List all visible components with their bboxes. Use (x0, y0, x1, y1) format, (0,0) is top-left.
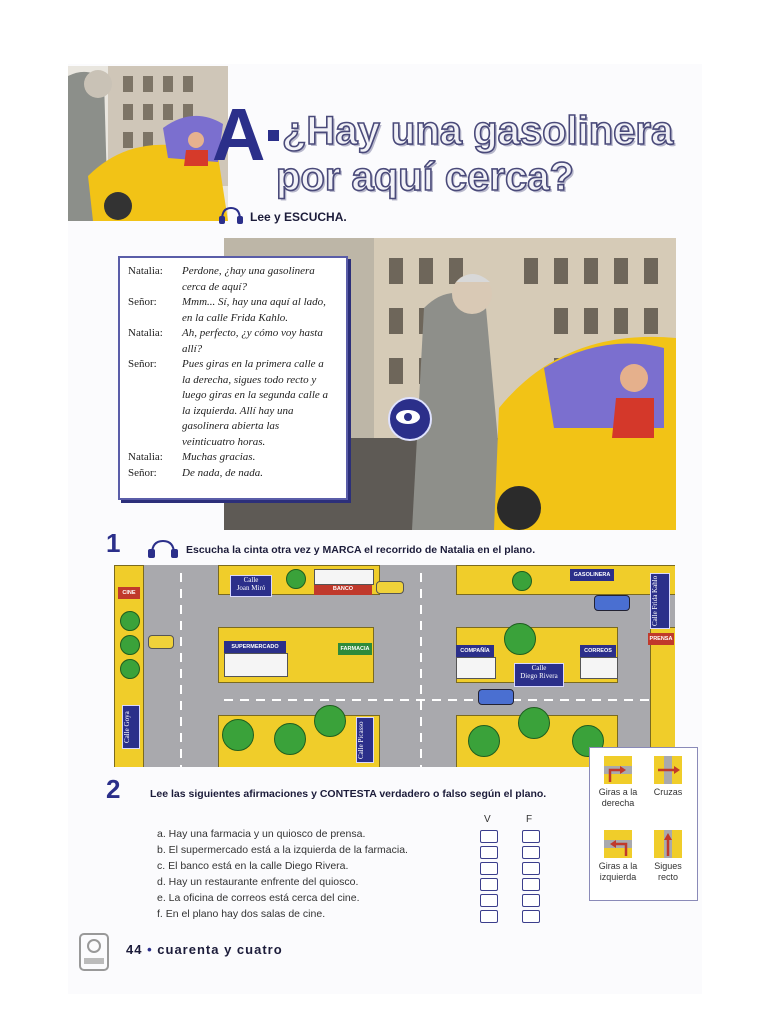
dialogue-speaker (128, 419, 182, 435)
tree (120, 611, 140, 631)
section-letter: A (212, 93, 264, 176)
false-checkbox[interactable] (522, 862, 540, 875)
dialogue-text: la izquierda. Allí hay una (182, 404, 294, 417)
gas-station[interactable]: GASOLINERA (570, 569, 614, 581)
dialogue-line (128, 466, 340, 482)
dialogue-text: Perdone, ¿hay una gasolinera (182, 265, 315, 277)
dialogue-line (128, 404, 340, 420)
legend-cross (644, 756, 692, 798)
car (376, 581, 404, 594)
tree (274, 723, 306, 755)
legend-label-line: Giras a la (598, 861, 638, 871)
turn-right-icon (604, 756, 632, 784)
company-office[interactable]: COMPAÑÍA (456, 645, 494, 657)
dialogue-line (128, 450, 340, 466)
dialogue-speaker: Señor: (128, 358, 157, 370)
lane-marking (420, 573, 422, 767)
section-title-line-2: por aquí cerca? (276, 155, 574, 199)
false-checkbox[interactable] (522, 910, 540, 923)
dialogue-speaker: Señor: (128, 466, 157, 479)
legend-label-line: derecha (601, 798, 635, 808)
street-sign-line: Calle (531, 664, 547, 672)
street-sign-joan-miro (230, 575, 272, 597)
company-front (456, 657, 496, 679)
dialogue-line (128, 419, 340, 435)
supermarket-front (224, 653, 288, 677)
section-letter-dot (268, 130, 279, 141)
lane-marking (224, 699, 654, 701)
header-illustration (68, 66, 228, 221)
dialogue-speaker: Natalia: (128, 451, 163, 463)
statement-text: e. La oficina de correos está cerca del cine. (157, 892, 360, 904)
dialogue-speaker: Señor: (128, 296, 157, 308)
true-checkbox[interactable] (480, 830, 498, 843)
true-checkbox[interactable] (480, 910, 498, 923)
street-map[interactable] (114, 565, 675, 767)
tree (222, 719, 254, 751)
pharmacy[interactable]: FARMACIA (338, 643, 372, 655)
tree (286, 569, 306, 589)
tree (512, 571, 532, 591)
exercise-1-number: 1 (106, 528, 121, 558)
dialogue-speaker (128, 280, 182, 296)
block-far-right (650, 627, 675, 767)
dialogue-text: Pues giras en la primera calle a (182, 358, 324, 370)
dialogue-line (128, 326, 340, 342)
dialogue-line (128, 311, 340, 327)
statement-text: c. El banco está en la calle Diego Rivera. (157, 860, 349, 872)
legend-turn-right (594, 756, 642, 809)
true-checkbox[interactable] (480, 894, 498, 907)
tree (120, 659, 140, 679)
dialogue-speaker (128, 404, 182, 420)
dialogue-box (118, 256, 348, 500)
street-sign-diego-rivera (514, 663, 564, 687)
street-sign-frida-kahlo: Calle Frida Kahlo (650, 573, 670, 629)
street-sign-line: Diego Rivera (520, 672, 558, 680)
tree (504, 623, 536, 655)
page-number: 44 (126, 942, 143, 957)
false-checkbox[interactable] (522, 846, 540, 859)
dialogue-speaker (128, 388, 182, 404)
dialogue-line (128, 357, 340, 373)
street-sign-goya: Calle Goya (122, 705, 140, 749)
eye-icon (388, 397, 432, 441)
dialogue-line (128, 295, 340, 311)
dialogue-text: gasolinera abierta las (182, 420, 280, 432)
false-column-label: F (526, 814, 533, 825)
street-sign-line: Joan Miró (236, 584, 266, 592)
false-checkbox[interactable] (522, 830, 540, 843)
page-number-words: cuarenta y cuatro (157, 942, 283, 957)
exercise-2-instruction: Lee las siguientes afirmaciones y CONTESTA verdadero o falso según el plano. (150, 788, 547, 800)
car (594, 595, 630, 611)
legend-label-line: izquierda (599, 872, 637, 882)
dialogue-line (128, 388, 340, 404)
dialogue-speaker: Natalia: (128, 265, 163, 277)
cinema[interactable]: CINE (118, 587, 140, 599)
block-top-right (456, 565, 675, 595)
supermarket[interactable]: SUPERMERCADO (224, 641, 286, 653)
tree (468, 725, 500, 757)
legend-label-line: Sigues (654, 861, 682, 871)
dialogue-text: Muchas gracias. (182, 451, 256, 463)
dialogue-text: la derecha, sigues todo recto y (182, 373, 317, 386)
newsstand[interactable]: PRENSA (648, 633, 674, 645)
dialogue-speaker (128, 311, 182, 327)
post-office-front (580, 657, 618, 679)
headphones-icon (218, 206, 244, 228)
bank-front (314, 569, 374, 585)
dialogue-speaker (128, 342, 182, 358)
dialogue-text: Mmm... Sí, hay una aquí al lado, (182, 296, 326, 308)
legend-straight (644, 830, 692, 883)
legend-turn-left (594, 830, 642, 883)
street-sign-line: Calle (243, 576, 259, 584)
cross-icon (654, 756, 682, 784)
lane-marking (180, 573, 182, 767)
footer-bullet: • (147, 942, 153, 957)
legend-label-line: recto (657, 872, 678, 882)
direction-legend (589, 747, 698, 901)
dialogue-text: cerca de aquí? (182, 280, 247, 293)
statement-text: b. El supermercado está a la izquierda de la farmacia. (157, 844, 408, 856)
listen-label: Lee y ESCUCHA. (250, 210, 347, 224)
false-checkbox[interactable] (522, 894, 540, 907)
dialogue-line (128, 435, 340, 451)
exercise-2-number: 2 (106, 774, 121, 804)
dialogue-text: allí? (182, 342, 203, 355)
car (478, 689, 514, 705)
dialogue-text: luego giras en la segunda calle a (182, 389, 329, 401)
dialogue-line (128, 342, 340, 358)
dialogue-speaker: Natalia: (128, 327, 163, 339)
street-sign-picasso: Calle Picasso (356, 717, 374, 763)
dialogue-text: en la calle Frida Kahlo. (182, 311, 289, 324)
dialogue-line (128, 280, 340, 296)
straight-icon (654, 830, 682, 858)
true-checkbox[interactable] (480, 862, 498, 875)
true-checkbox[interactable] (480, 846, 498, 859)
statement-text: d. Hay un restaurante enfrente del quiosco. (157, 876, 359, 888)
tree (120, 635, 140, 655)
dialogue-speaker (128, 373, 182, 389)
bank[interactable]: BANCO (314, 583, 372, 595)
tree (518, 707, 550, 739)
turn-left-icon (604, 830, 632, 858)
car (148, 635, 174, 649)
post-office[interactable]: CORREOS (580, 645, 616, 657)
exercise-1-instruction: Escucha la cinta otra vez y MARCA el recorrido de Natalia en el plano. (186, 544, 536, 556)
headphones-icon (146, 538, 180, 562)
statement-text: a. Hay una farmacia y un quiosco de prensa. (157, 828, 366, 840)
section-title-line-1: ¿Hay una gasolinera (282, 109, 674, 153)
dialogue-text: De nada, de nada. (182, 466, 263, 479)
section-title (276, 108, 702, 200)
tree (314, 705, 346, 737)
dialogue-text: Ah, perfecto, ¿y cómo voy hasta (182, 327, 323, 339)
false-checkbox[interactable] (522, 878, 540, 891)
legend-label-line: Giras a la (598, 787, 638, 797)
statement-text: f. En el plano hay dos salas de cine. (157, 908, 326, 920)
listen-instruction (218, 206, 347, 228)
exercise-1-instruction-row (146, 538, 535, 562)
dialogue-line (128, 264, 340, 280)
dialogue-speaker (128, 435, 182, 451)
page-footer (126, 942, 283, 957)
legend-label-line: Cruzas (653, 787, 683, 797)
dialogue-line (128, 373, 340, 389)
footer-ornament-icon (74, 930, 114, 978)
true-checkbox[interactable] (480, 878, 498, 891)
dialogue-text: veinticuatro horas. (182, 435, 266, 448)
true-column-label: V (484, 814, 491, 825)
